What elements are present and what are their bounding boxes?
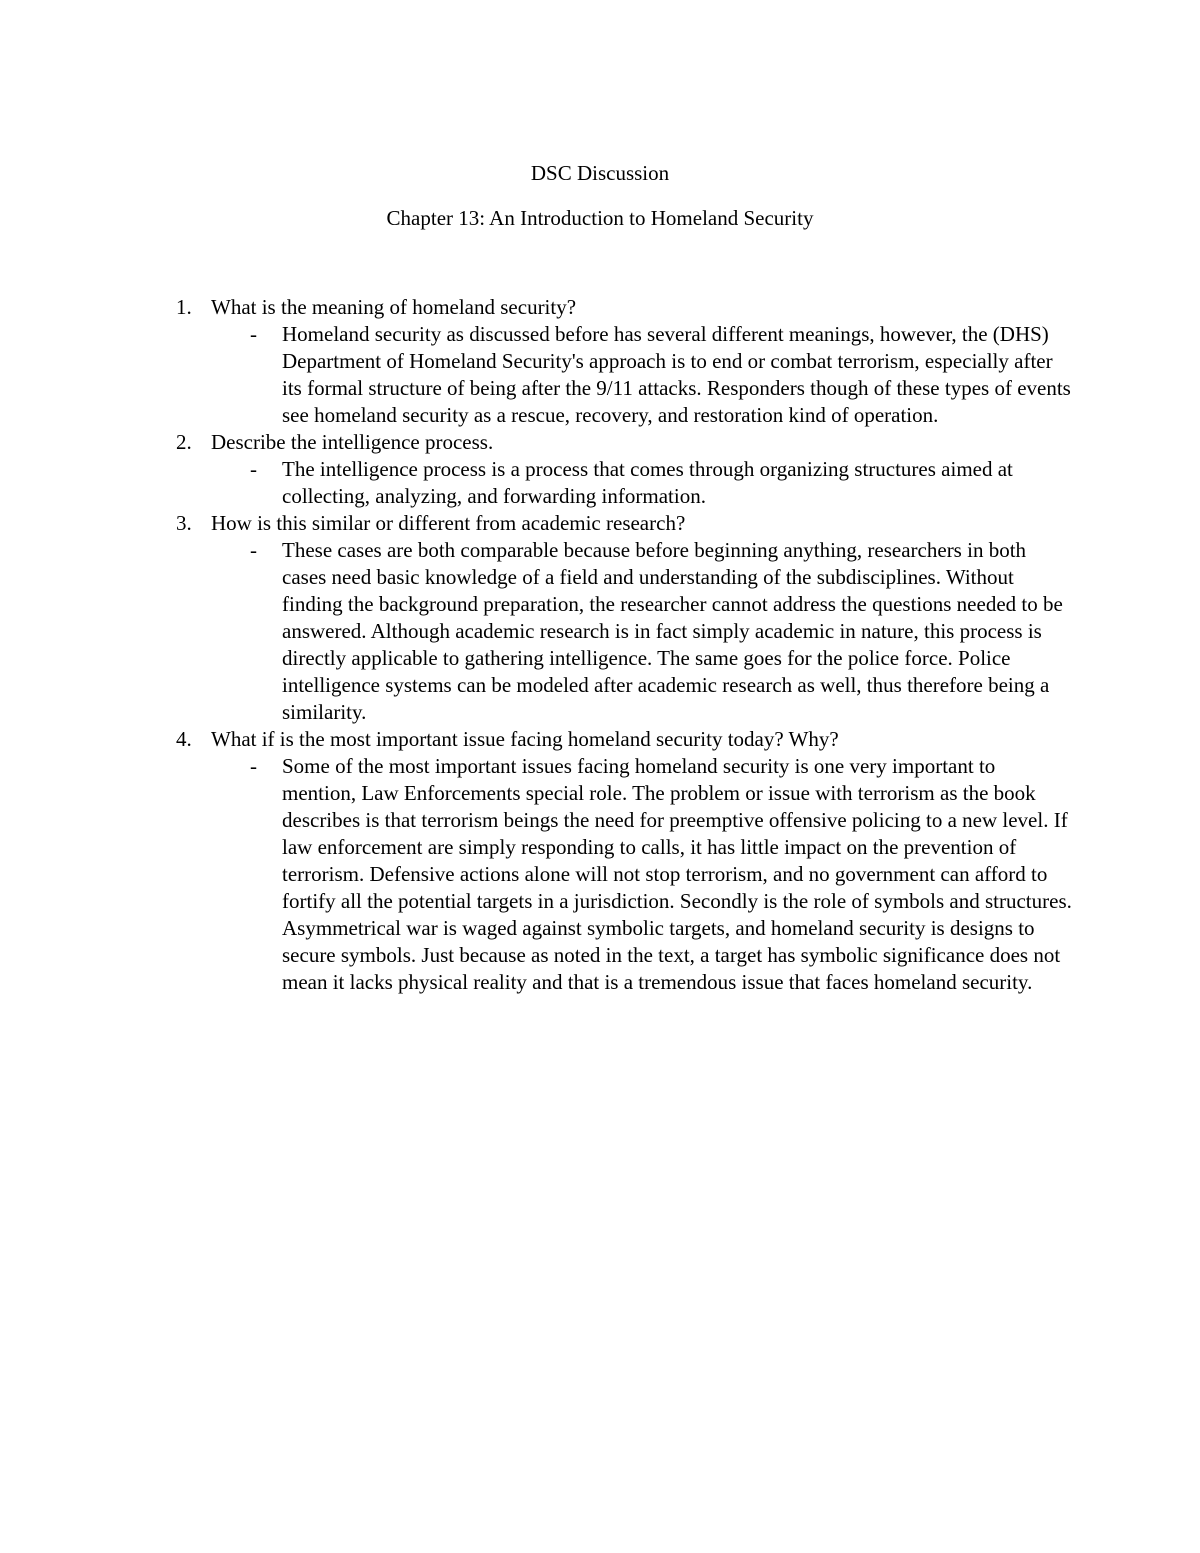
answer-bullet: - bbox=[250, 538, 257, 562]
question-list bbox=[172, 294, 1072, 996]
answer-block bbox=[172, 321, 1072, 429]
answer-bullet: - bbox=[250, 754, 257, 778]
question-item bbox=[172, 510, 1072, 726]
answer-block bbox=[172, 456, 1072, 510]
answer-block bbox=[172, 537, 1072, 726]
answer-bullet: - bbox=[250, 322, 257, 346]
document-subtitle: Chapter 13: An Introduction to Homeland Security bbox=[386, 206, 814, 230]
question-number: 2. bbox=[176, 430, 192, 454]
question-number: 3. bbox=[176, 511, 192, 535]
answer-text: Homeland security as discussed before has several different meanings, however, the (DHS) Department of Homeland Security's approach is to end or combat terrorism, especially after its formal structure of being after the 9/11 attacks. Responders though of these types of events see homeland security as a rescue, recovery, and restoration kind of operation. bbox=[282, 322, 1071, 427]
answer-bullet: - bbox=[250, 457, 257, 481]
answer-text: These cases are both comparable because before beginning anything, researchers in both cases need basic knowledge of a field and understanding of the subdisciplines. Without finding the background preparation, the researcher cannot address the questions needed to be answered. Although academic research is in fact simply academic in nature, this process is directly applicable to gathering intelligence. The same goes for the police force. Police intelligence systems can be modeled after academic research as well, thus therefore being a similarity. bbox=[282, 538, 1063, 724]
question-number: 1. bbox=[176, 295, 192, 319]
answer-text: Some of the most important issues facing homeland security is one very important to mention, Law Enforcements special role. The problem or issue with terrorism as the book describes is that terrorism beings the need for preemptive offensive policing to a new level. If law enforcement are simply responding to calls, it has little impact on the prevention of terrorism. Defensive actions alone will not stop terrorism, and no government can afford to fortify all the potential targets in a jurisdiction. Secondly is the role of symbols and structures. Asymmetrical war is waged against symbolic targets, and homeland security is designs to secure symbols. Just because as noted in the text, a target has symbolic significance does not mean it lacks physical reality and that is a tremendous issue that faces homeland security. bbox=[282, 754, 1072, 994]
question-item bbox=[172, 294, 1072, 429]
question-line bbox=[172, 726, 1072, 753]
question-line bbox=[172, 429, 1072, 456]
question-text: What is the meaning of homeland security? bbox=[211, 295, 577, 319]
question-line bbox=[172, 510, 1072, 537]
question-number: 4. bbox=[176, 727, 192, 751]
question-line bbox=[172, 294, 1072, 321]
answer-block bbox=[172, 753, 1072, 996]
question-text: What if is the most important issue facing homeland security today? Why? bbox=[211, 727, 839, 751]
question-text: Describe the intelligence process. bbox=[211, 430, 494, 454]
answer-text: The intelligence process is a process that comes through organizing structures aimed at collecting, analyzing, and forwarding information. bbox=[282, 457, 1013, 508]
question-text: How is this similar or different from academic research? bbox=[211, 511, 686, 535]
question-item bbox=[172, 429, 1072, 510]
question-item bbox=[172, 726, 1072, 996]
document-title: DSC Discussion bbox=[530, 161, 670, 185]
